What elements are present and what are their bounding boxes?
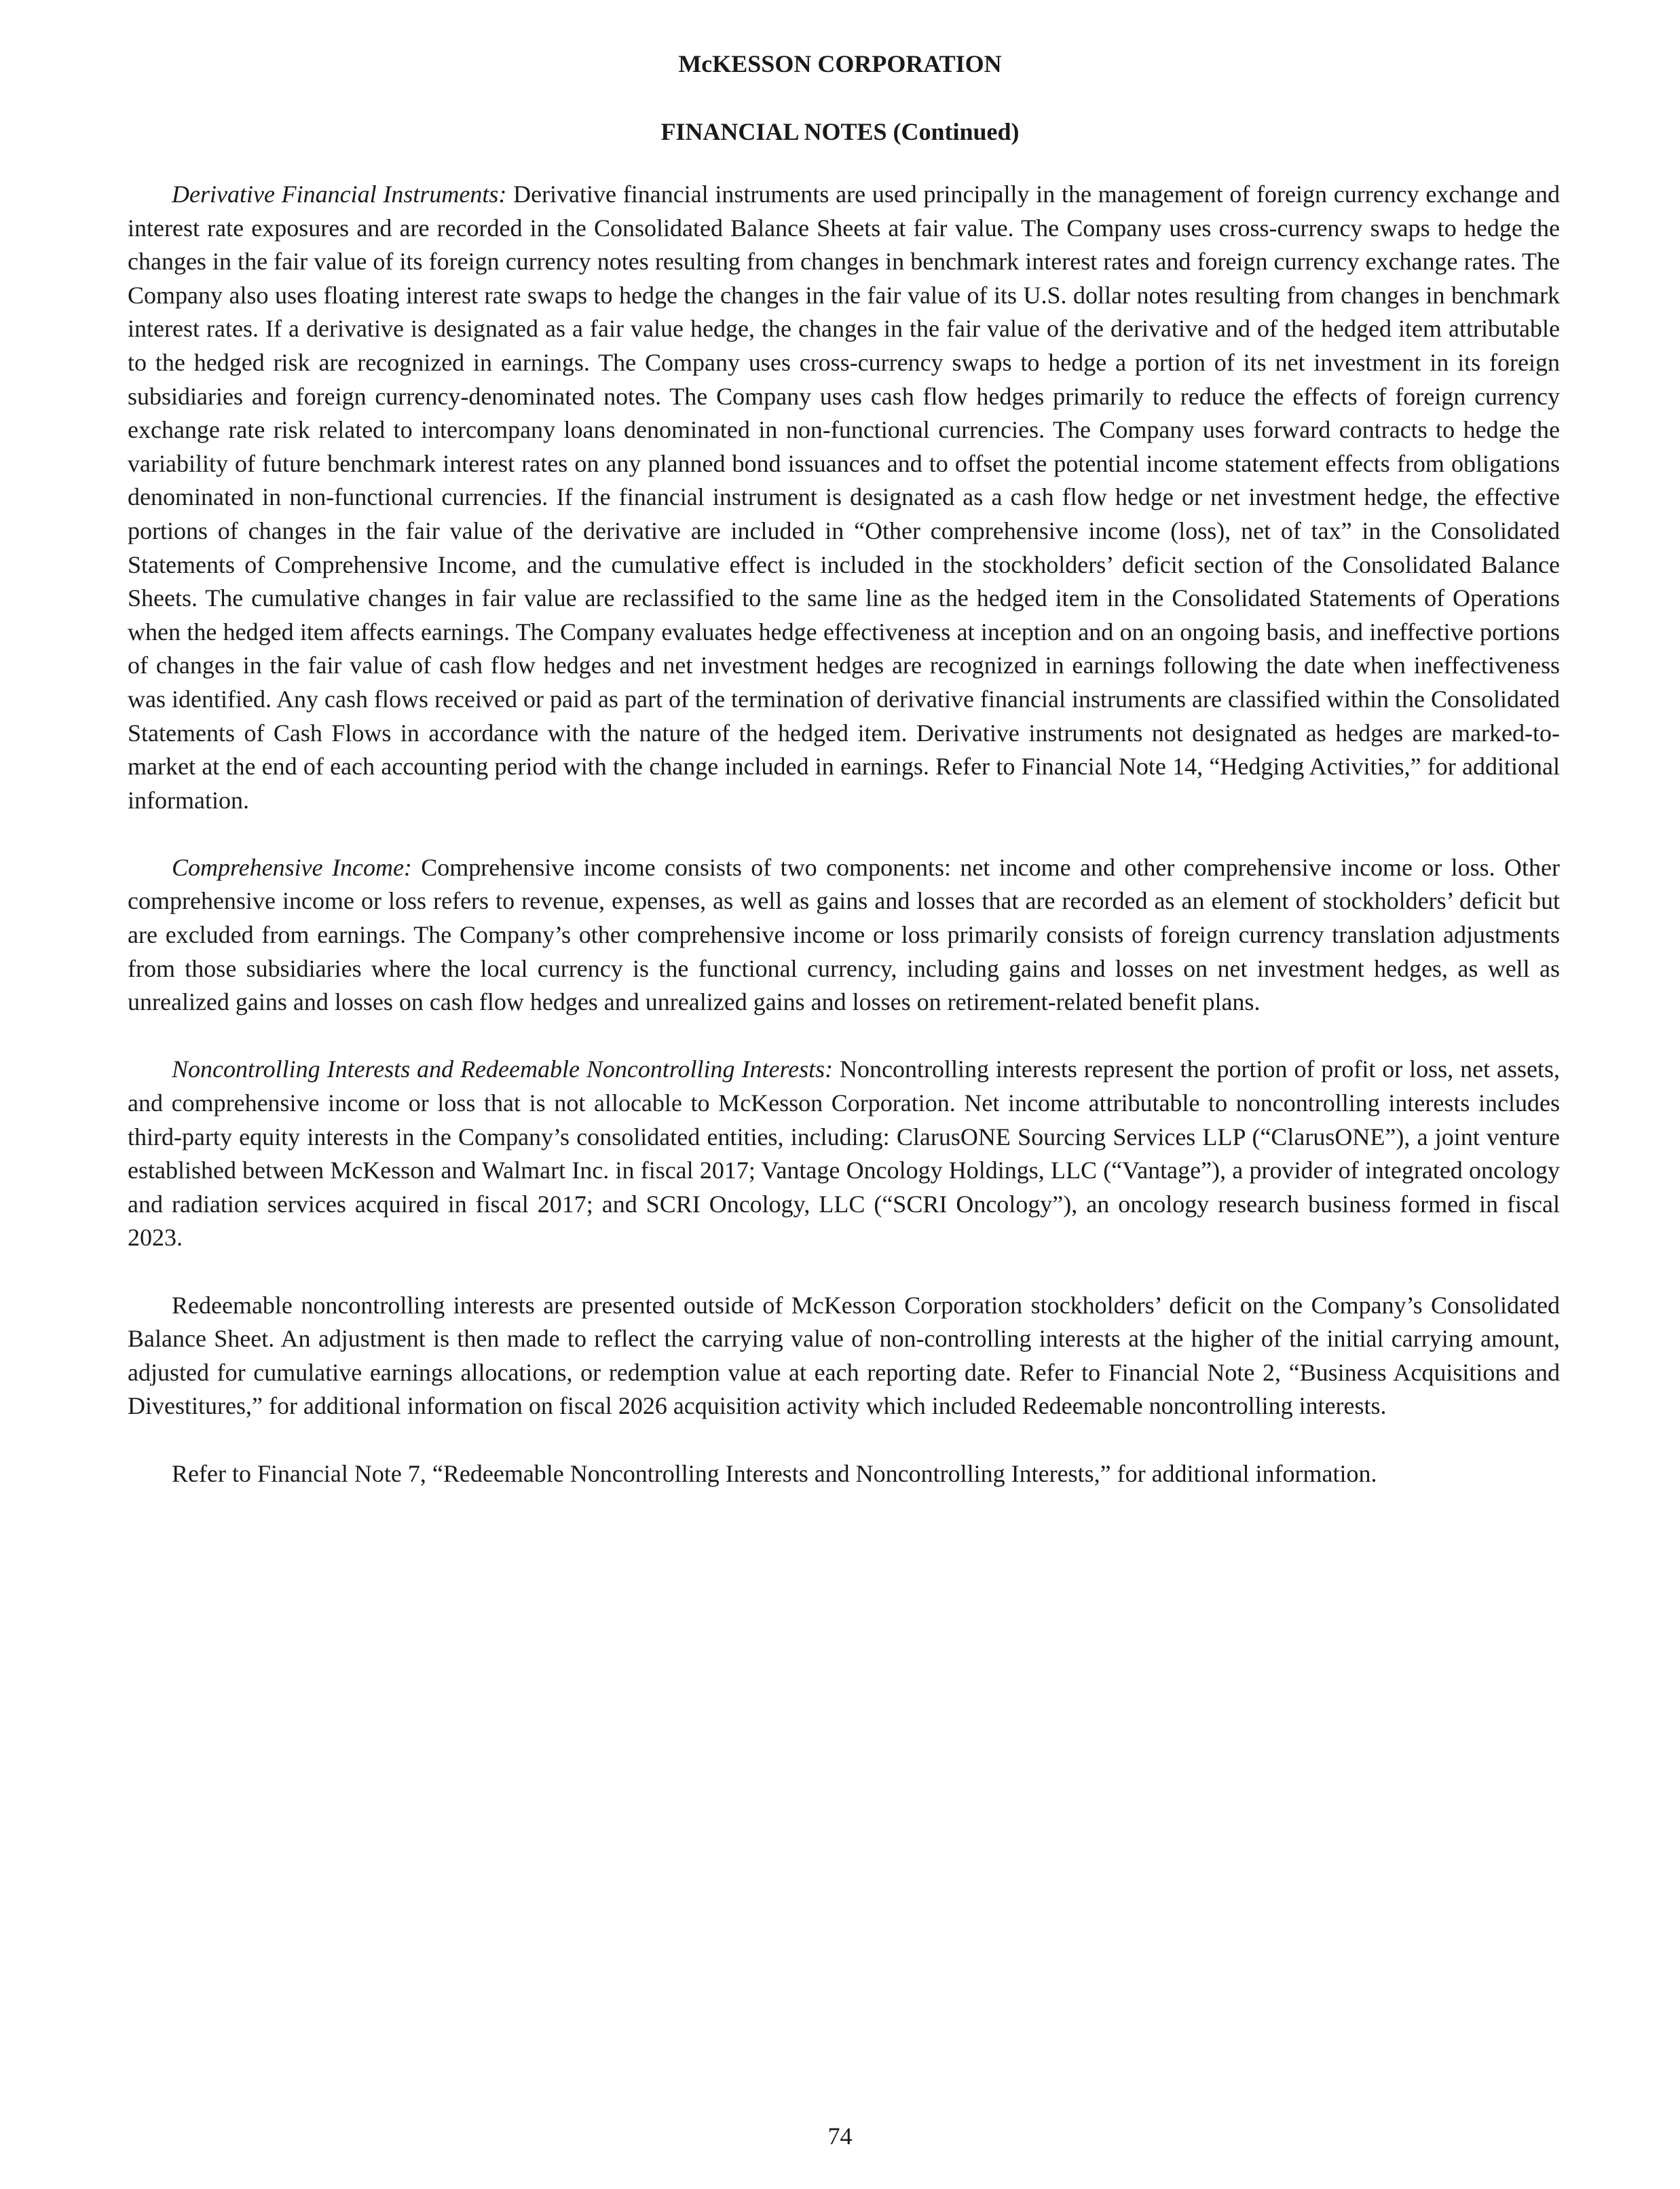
- paragraph-comprehensive-income: [128, 851, 1560, 1019]
- paragraph-heading: Comprehensive Income:: [172, 853, 412, 881]
- document-body: [128, 178, 1560, 1524]
- paragraph-heading: Derivative Financial Instruments:: [172, 181, 507, 208]
- paragraph-text: Derivative financial instruments are used principally in the management of foreign currency exchange and interest rate exposures and are recorded in the Consolidated Balance Sheets at fair value. The Company uses cross-currency swaps to hedge the changes in the fair value of its foreign currency notes resulting from changes in benchmark interest rates and foreign currency exchange rates. The Company also uses floating interest rate swaps to hedge the changes in the fair value of its U.S. dollar notes resulting from changes in benchmark interest rates. If a derivative is designated as a fair value hedge, the changes in the fair value of the derivative and of the hedged item attributable to the hedged risk are recognized in earnings. The Company uses cross-currency swaps to hedge a portion of its net investment in its foreign subsidiaries and foreign currency-denominated notes. The Company uses cash flow hedges primarily to reduce the effects of foreign currency exchange rate risk related to intercompany loans denominated in non-functional currencies. The Company uses forward contracts to hedge the variability of future benchmark interest rates on any planned bond issuances and to offset the potential income statement effects from obligations denominated in non-functional currencies. If the financial instrument is designated as a cash flow hedge or net investment hedge, the effective portions of changes in the fair value of the derivative are included in “Other comprehensive income (loss), net of tax” in the Consolidated Statements of Comprehensive Income, and the cumulative effect is included in the stockholders’ deficit section of the Consolidated Balance Sheets. The cumulative changes in fair value are reclassified to the same line as the hedged item in the Consolidated Statements of Operations when the hedged item affects earnings. The Company evaluates hedge effectiveness at inception and on an ongoing basis, and ineffective portions of changes in the fair value of cash flow hedges and net investment hedges are recognized in earnings following the date when ineffectiveness was identified. Any cash flows received or paid as part of the termination of derivative financial instruments are classified within the Consolidated Statements of Cash Flows in accordance with the nature of the hedged item. Derivative instruments not designated as hedges are marked-to-market at the end of each accounting period with the change included in earnings. Refer to Financial Note 14, “Hedging Activities,” for additional information.: [128, 181, 1561, 814]
- paragraph-text: Redeemable noncontrolling interests are presented outside of McKesson Corporation stockholders’ deficit on the Company’s Consolidated Balance Sheet. An adjustment is then made to reflect the carrying value of non-controlling interests at the higher of the initial carrying amount, adjusted for cumulative earnings allocations, or redemption value at each reporting date. Refer to Financial Note 2, “Business Acquisitions and Divestitures,” for additional information on fiscal 2026 acquisition activity which included Redeemable noncontrolling interests.: [128, 1291, 1560, 1420]
- paragraph-redeemable-interests: [128, 1289, 1560, 1423]
- paragraph-refer-note-7: [128, 1457, 1560, 1491]
- paragraph-text: Comprehensive income consists of two components: net income and other comprehensive income or loss. Other comprehensive income or loss refers to revenue, expenses, as well as gains and losses that are recorded as an element of stockholders’ deficit but are excluded from earnings. The Company’s other comprehensive income or loss primarily consists of foreign currency translation adjustments from those subsidiaries where the local currency is the functional currency, including gains and losses on net investment hedges, as well as unrealized gains and losses on cash flow hedges and unrealized gains and losses on retirement-related benefit plans.: [128, 853, 1560, 1016]
- paragraph-noncontrolling-interests: [128, 1053, 1560, 1255]
- paragraph-derivative-instruments: [128, 178, 1560, 817]
- paragraph-text: Refer to Financial Note 7, “Redeemable Noncontrolling Interests and Noncontrolling Interests,” for additional information.: [172, 1459, 1377, 1487]
- paragraph-heading: Noncontrolling Interests and Redeemable Noncontrolling Interests:: [172, 1055, 834, 1083]
- company-name: McKESSON CORPORATION: [678, 50, 1002, 77]
- paragraph-text: Noncontrolling interests represent the portion of profit or loss, net assets, and comprehensive income or loss that is not allocable to McKesson Corporation. Net income attributable to noncontrolling interests includes third-party equity interests in the Company’s consolidated entities, including: ClarusONE Sourcing Services LLP (“ClarusONE”), a joint venture established between McKesson and Walmart Inc. in fiscal 2017; Vantage Oncology Holdings, LLC (“Vantage”), a provider of integrated oncology and radiation services acquired in fiscal 2017; and SCRI Oncology, LLC (“SCRI Oncology”), an oncology research business formed in fiscal 2023.: [128, 1055, 1560, 1252]
- page-title: FINANCIAL NOTES (Continued): [660, 118, 1020, 145]
- page-number: 74: [827, 2122, 853, 2150]
